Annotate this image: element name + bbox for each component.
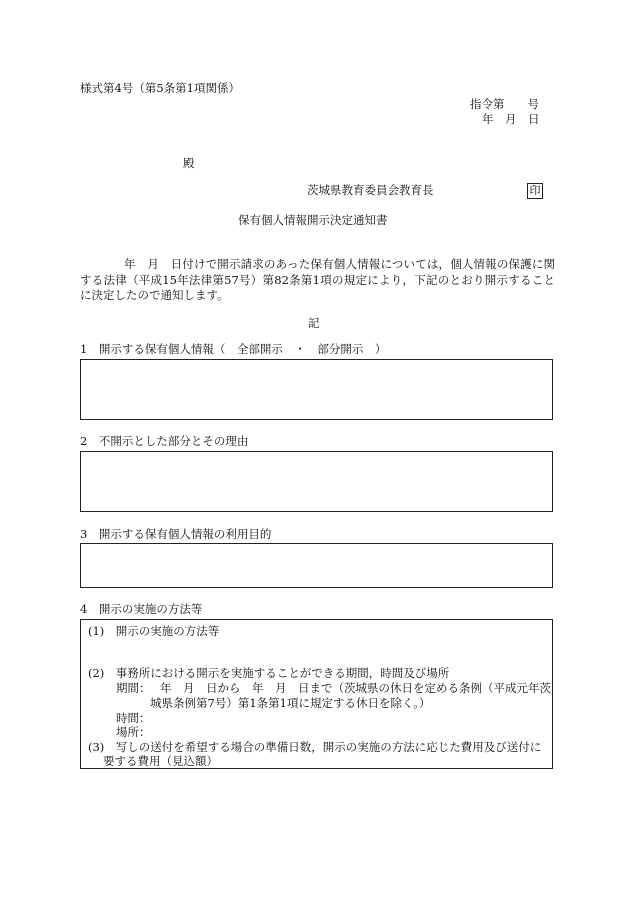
section-1-box xyxy=(80,359,553,420)
item-3-line-1: (3) 写しの送付を希望する場合の準備日数，開示の実施の方法に応じた費用及び送付に xyxy=(88,740,542,754)
body-paragraph: 年 月 日付けで開示請求のあった保有個人情報については，個人情報の保護に関する法律（平成15年法律第57号）第82条第1項の規定により，下記のとおり開示することに決定したので通知します。 xyxy=(80,257,555,302)
section-4-heading: 4 開示の実施の方法等 xyxy=(80,602,203,616)
section-4-box xyxy=(80,619,553,769)
seal-box: 印 xyxy=(527,183,543,199)
section-3-box xyxy=(80,543,553,588)
ki-marker: 記 xyxy=(308,316,320,330)
directive-number: 指令第 号 xyxy=(470,97,539,111)
section-1-heading: 1 開示する保有個人情報（ 全部開示 ・ 部分開示 ） xyxy=(80,342,387,356)
item-2: (2) 事務所における開示を実施することができる期間，時間及び場所 xyxy=(88,666,450,680)
place-label: 場所： xyxy=(116,725,151,739)
form-number: 様式第4号（第5条第1項関係） xyxy=(80,81,240,95)
addressee-honorific: 殿 xyxy=(183,156,195,170)
section-2-box xyxy=(80,451,553,512)
period-line-2: 城県条例第7号）第1条第1項に規定する休日を除く。） xyxy=(150,696,431,710)
sender-name: 茨城県教育委員会教育長 xyxy=(307,183,434,197)
section-3-heading: 3 開示する保有個人情報の利用目的 xyxy=(80,527,272,541)
section-2-heading: 2 不開示とした部分とその理由 xyxy=(80,434,249,448)
issue-date: 年 月 日 xyxy=(482,112,540,126)
period-line-1: 年 月 日から 年 月 日まで（茨城県の休日を定める条例（平成元年茨 xyxy=(160,681,551,695)
time-label: 時間： xyxy=(116,711,151,725)
item-3-line-2: 要する費用（見込額） xyxy=(103,754,218,768)
item-1: (1) 開示の実施の方法等 xyxy=(88,624,220,638)
document-title: 保有個人情報開示決定通知書 xyxy=(238,213,388,227)
period-label: 期間： xyxy=(116,681,151,695)
